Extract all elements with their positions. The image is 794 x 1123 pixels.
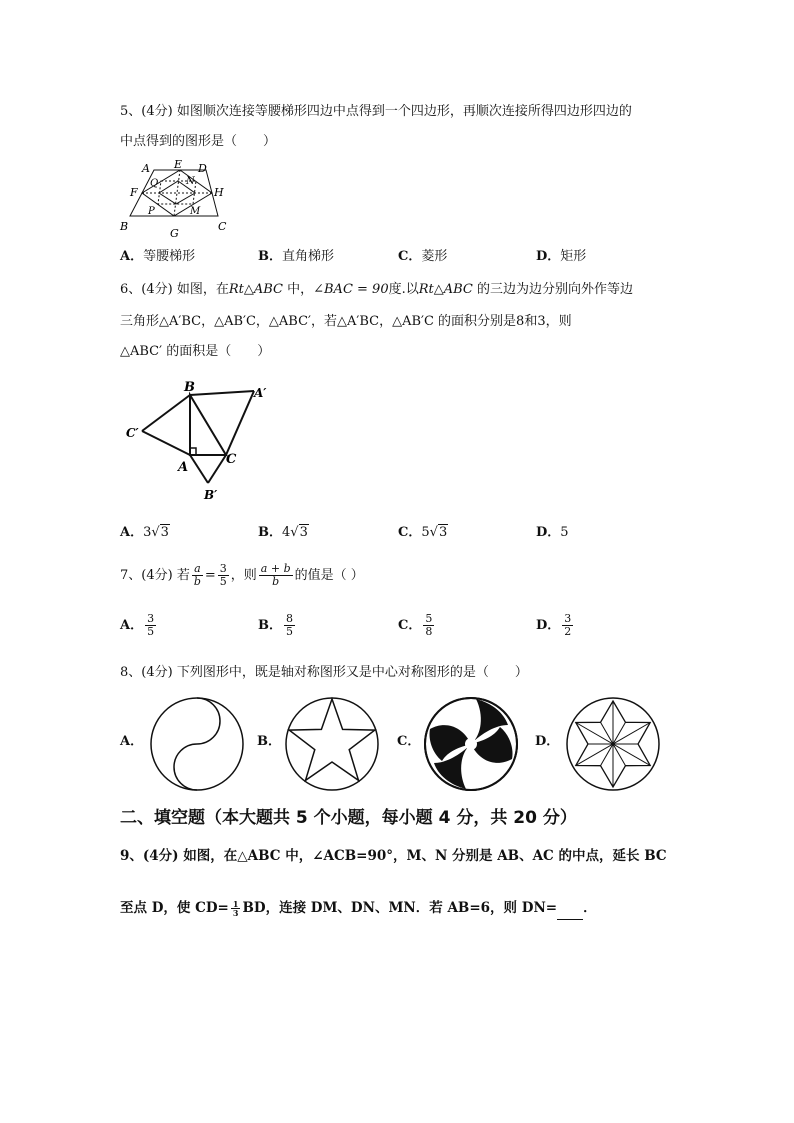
q5-label-e: E (174, 158, 183, 171)
q5-label-h: H (214, 186, 224, 199)
q6-label-c: C (226, 452, 237, 467)
q7-option-b[interactable]: B． $\frac{8}{5}$ (258, 612, 293, 638)
q8-stem: 8、(4分) 下列图形中，既是轴对称图形又是中心对称图形的是（ ） (120, 665, 528, 680)
q6-stem-line1: 6、(4分) 如图，在Rt△ABC 中，∠BAC = 90度.以Rt△ABC 的三边为边分别向外作等边 (120, 282, 634, 297)
q7-option-c[interactable]: C． $\frac{5}{8}$ (398, 612, 433, 638)
q5-label-a: A (142, 162, 150, 175)
q6-label-b-prime: B′ (204, 488, 218, 502)
q5-label-d: D (198, 162, 207, 175)
q5-label-c: C (218, 220, 227, 233)
q8-option-d-label[interactable]: D． (535, 734, 560, 749)
q9-answer-blank[interactable] (557, 905, 583, 920)
q5-label-m: M (190, 206, 201, 217)
q5-option-d[interactable]: D．矩形 (536, 249, 587, 264)
q6-label-c-prime: C′ (126, 426, 139, 440)
q5-stem-line2: 中点得到的图形是（ ） (120, 134, 277, 149)
q7-option-d[interactable]: D． $\frac{3}{2}$ (536, 612, 572, 638)
q8-option-c-label[interactable]: C． (397, 734, 421, 749)
q8-option-d-hexagram-figure[interactable] (564, 695, 662, 793)
q5-option-c[interactable]: C．菱形 (398, 249, 448, 264)
section-2-heading: 二、填空题（本大题共 5 个小题，每小题 4 分，共 20 分） (120, 808, 577, 828)
q7-stem: 7、(4分) 若 $\frac{a}{b}$ = $\frac{3}{5}$ ，则 $\frac{a + b}{b}$ 的值是（ ） (120, 562, 364, 588)
q8-option-a-label[interactable]: A． (120, 734, 144, 749)
q8-option-a-yinyang-figure[interactable] (148, 695, 246, 793)
q5-trapezoid-figure (118, 158, 236, 238)
q6-label-b: B (184, 380, 195, 395)
q6-label-a: A (178, 460, 189, 475)
q8-option-b-label[interactable]: B． (257, 734, 281, 749)
q8-option-c-pinwheel-figure[interactable] (422, 695, 520, 793)
q6-option-a[interactable]: A．3√3 (120, 525, 169, 540)
q6-option-b[interactable]: B．4√3 (258, 525, 308, 540)
q5-label-g: G (170, 227, 179, 238)
q9-stem-line1: 9、(4分) 如图，在△ABC 中，∠ACB=90°，M、N 分别是 AB、AC 的中点，延长 BC (120, 848, 667, 864)
q5-option-a[interactable]: A．等腰梯形 (120, 249, 196, 264)
q7-option-a[interactable]: A． $\frac{3}{5}$ (120, 612, 155, 638)
q6-stem-line2: 三角形△A′BC，△AB′C，△ABC′，若△A′BC，△AB′C 的面积分别是8和3，则 (120, 314, 572, 329)
q5-label-b: B (120, 220, 129, 233)
q6-option-c[interactable]: C．5√3 (398, 525, 448, 540)
q6-triangle-figure (124, 375, 284, 505)
q5-label-p: P (148, 206, 155, 217)
q6-label-a-prime: A′ (254, 386, 267, 400)
q6-stem-line3: △ABC′ 的面积是（ ） (120, 344, 271, 359)
q9-stem-line2: 至点 D，使 CD= $\frac{1}{3}$ BD，连接 DM、DN、MN．若 AB=6，则 DN= ． (120, 899, 597, 918)
q5-label-q: Q (150, 178, 159, 189)
q5-label-n: N (186, 176, 195, 187)
q6-option-d[interactable]: D．5 (536, 525, 569, 540)
q5-label-f: F (130, 186, 138, 199)
q8-option-b-star-figure[interactable] (283, 695, 381, 793)
q5-option-b[interactable]: B．直角梯形 (258, 249, 335, 264)
q5-stem-line1: 5、(4分) 如图顺次连接等腰梯形四边中点得到一个四边形，再顺次连接所得四边形四边的 (120, 104, 632, 119)
